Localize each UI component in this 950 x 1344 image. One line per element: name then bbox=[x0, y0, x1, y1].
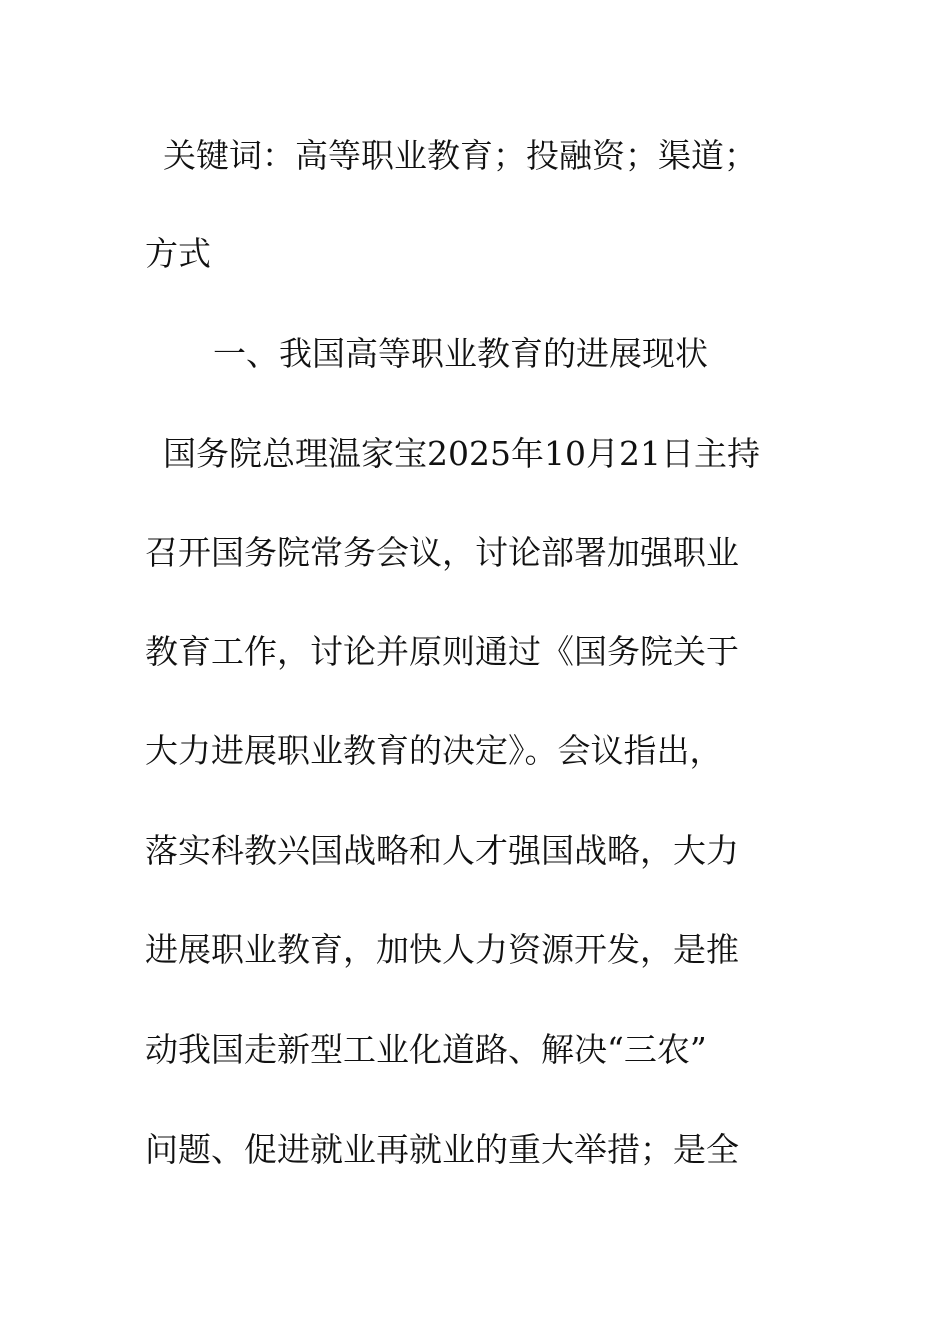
paragraph-line: 问题、促进就业再就业的重大举措；是全 bbox=[145, 1130, 739, 1169]
paragraph-line: 大力进展职业教育的决定》。会议指出， bbox=[145, 731, 723, 770]
paragraph-line: 动我国走新型工业化道路、解决“三农” bbox=[145, 1030, 707, 1069]
paragraph-line: 进展职业教育，加快人力资源开发，是推 bbox=[145, 930, 739, 969]
section-heading: 一、我国高等职业教育的进展现状 bbox=[213, 334, 708, 373]
paragraph-line: 落实科教兴国战略和人才强国战略，大力 bbox=[145, 831, 739, 870]
paragraph-line: 召开国务院常务会议，讨论部署加强职业 bbox=[145, 533, 739, 572]
paragraph-line: 国务院总理温家宝2025年10月21日主持 bbox=[163, 434, 760, 473]
keywords-line: 关键词：高等职业教育；投融资；渠道； bbox=[163, 136, 757, 175]
paragraph-line: 教育工作，讨论并原则通过《国务院关于 bbox=[145, 632, 739, 671]
keywords-line-continued: 方式 bbox=[145, 234, 211, 273]
